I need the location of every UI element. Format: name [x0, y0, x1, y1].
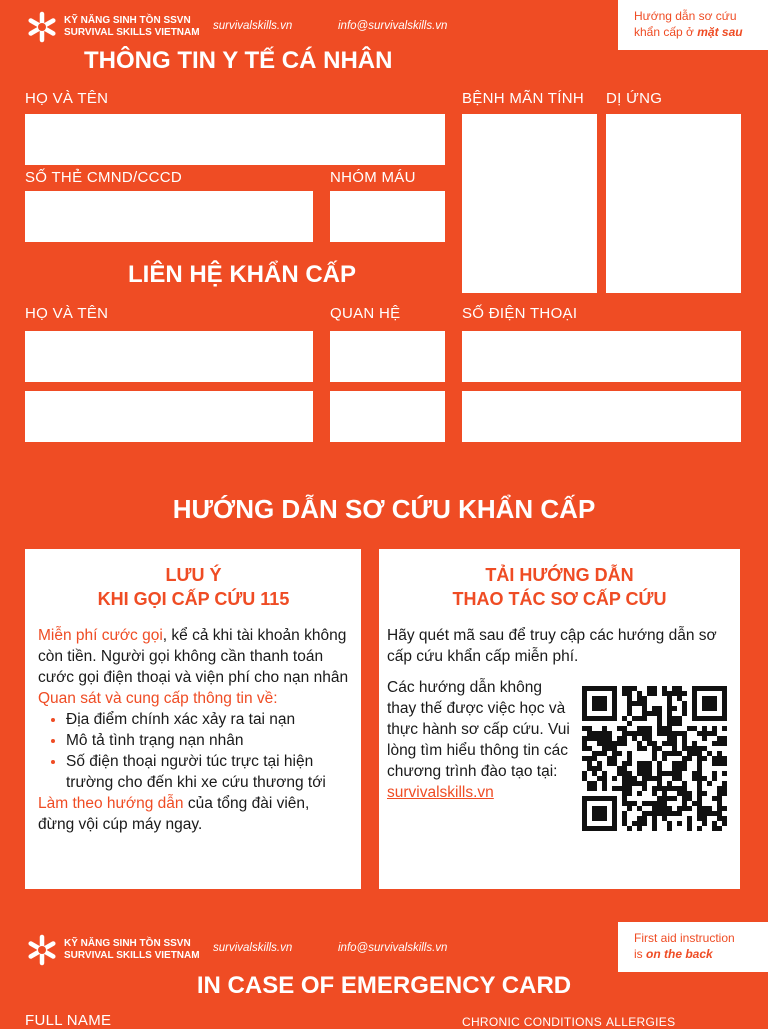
qr-code-icon[interactable] — [582, 686, 727, 831]
back-note-emphasis: mặt sau — [697, 25, 743, 39]
logo-icon — [25, 10, 59, 44]
emergency-contact-title: LIÊN HỆ KHẨN CẤP — [128, 261, 357, 288]
blood-type-field[interactable] — [330, 191, 445, 242]
relation-label: QUAN HỆ — [330, 305, 401, 322]
chronic-conditions-field[interactable] — [462, 114, 597, 293]
phone-label: SỐ ĐIỆN THOẠI — [462, 305, 578, 322]
download-guide-intro: Hãy quét mã sau để truy cập các hướng dẫn sơ cấp cứu khẩn cấp miễn phí. — [387, 627, 717, 665]
call-115-body — [38, 625, 349, 835]
full-name-label: HỌ VÀ TÊN — [25, 90, 109, 107]
website-link[interactable]: survivalskills.vn — [213, 20, 293, 32]
guide-title: HƯỚNG DẪN SƠ CỨU KHẨN CẤP — [172, 494, 596, 524]
observe-list — [38, 709, 349, 793]
relation-field-2[interactable] — [330, 391, 445, 442]
list-item: • Mô tả tình trạng nạn nhân — [66, 730, 349, 751]
footer-website-link[interactable]: survivalskills.vn — [213, 942, 293, 954]
back-note-line-1: Hướng dẫn sơ cứu — [634, 9, 737, 23]
back-note — [618, 0, 768, 50]
call-115-title: LƯU Ý KHI GỌI CẤP CỨU 115 — [97, 565, 290, 609]
footer-chronic-label: CHRONIC CONDITIONS — [462, 1015, 603, 1029]
full-name-field[interactable] — [25, 114, 445, 165]
back-note-line-2: khẩn cấp ở mặt sau — [634, 25, 743, 39]
download-guide-title: TẢI HƯỚNG DẪN THAO TÁC SƠ CẤP CỨU — [452, 565, 667, 609]
relation-field-1[interactable] — [330, 331, 445, 382]
brand-line-1: KỸ NĂNG SINH TỒN SSVN — [64, 15, 191, 26]
contact-name-label: HỌ VÀ TÊN — [25, 305, 109, 322]
phone-field-1[interactable] — [462, 331, 741, 382]
call-115-card — [25, 549, 361, 889]
footer-full-name-label: FULL NAME — [25, 1012, 112, 1029]
contact-name-field-1[interactable] — [25, 331, 313, 382]
footer-brand-name: KỸ NĂNG SINH TỒN SSVN SURVIVAL SKILLS VIETNAM — [64, 938, 200, 961]
email-link[interactable]: info@survivalskills.vn — [338, 20, 448, 32]
follow-instructions-paragraph: Làm theo hướng dẫn của tổng đài viên, đừng vội cúp máy ngay. — [38, 795, 310, 833]
allergies-label: DỊ ỨNG — [606, 90, 663, 107]
footer-logo-icon — [25, 933, 59, 967]
id-number-field[interactable] — [25, 191, 313, 242]
chronic-conditions-label: BỆNH MÃN TÍNH — [462, 90, 584, 107]
contact-name-field-2[interactable] — [25, 391, 313, 442]
brand-line-2: SURVIVAL SKILLS VIETNAM — [64, 27, 200, 38]
footer-card-title: IN CASE OF EMERGENCY CARD — [196, 972, 572, 999]
footer-back-note: First aid instruction is on the back — [618, 922, 768, 972]
list-item: • Địa điểm chính xác xảy ra tai nạn — [66, 709, 349, 730]
medical-title: THÔNG TIN Y TẾ CÁ NHÂN — [84, 47, 393, 74]
brand-name — [64, 15, 200, 39]
id-number-label: SỐ THẺ CMND/CCCD — [25, 169, 183, 186]
download-guide-body: Các hướng dẫn không thay thế được việc học và thực hành sơ cấp cứu. Vui lòng tìm hiểu thông tin các chương trình đào tạo tại: survivalskills.vn — [387, 677, 575, 803]
blood-type-label: NHÓM MÁU — [330, 169, 416, 186]
phone-field-2[interactable] — [462, 391, 741, 442]
observe-heading: Quan sát và cung cấp thông tin về: — [38, 690, 278, 707]
footer-allergies-label: ALLERGIES — [606, 1015, 676, 1029]
free-call-paragraph: Miễn phí cước gọi, kể cả khi tài khoản không còn tiền. Người gọi không cần thanh toán cước gọi điện thoại và viện phí cho nạn nhân — [38, 627, 349, 686]
footer-email-link[interactable]: info@survivalskills.vn — [338, 942, 448, 954]
training-link[interactable]: survivalskills.vn — [387, 784, 494, 801]
allergies-field[interactable] — [606, 114, 741, 293]
list-item: • Số điện thoại người túc trực tại hiện trường cho đến khi xe cứu thương tới — [66, 751, 349, 793]
